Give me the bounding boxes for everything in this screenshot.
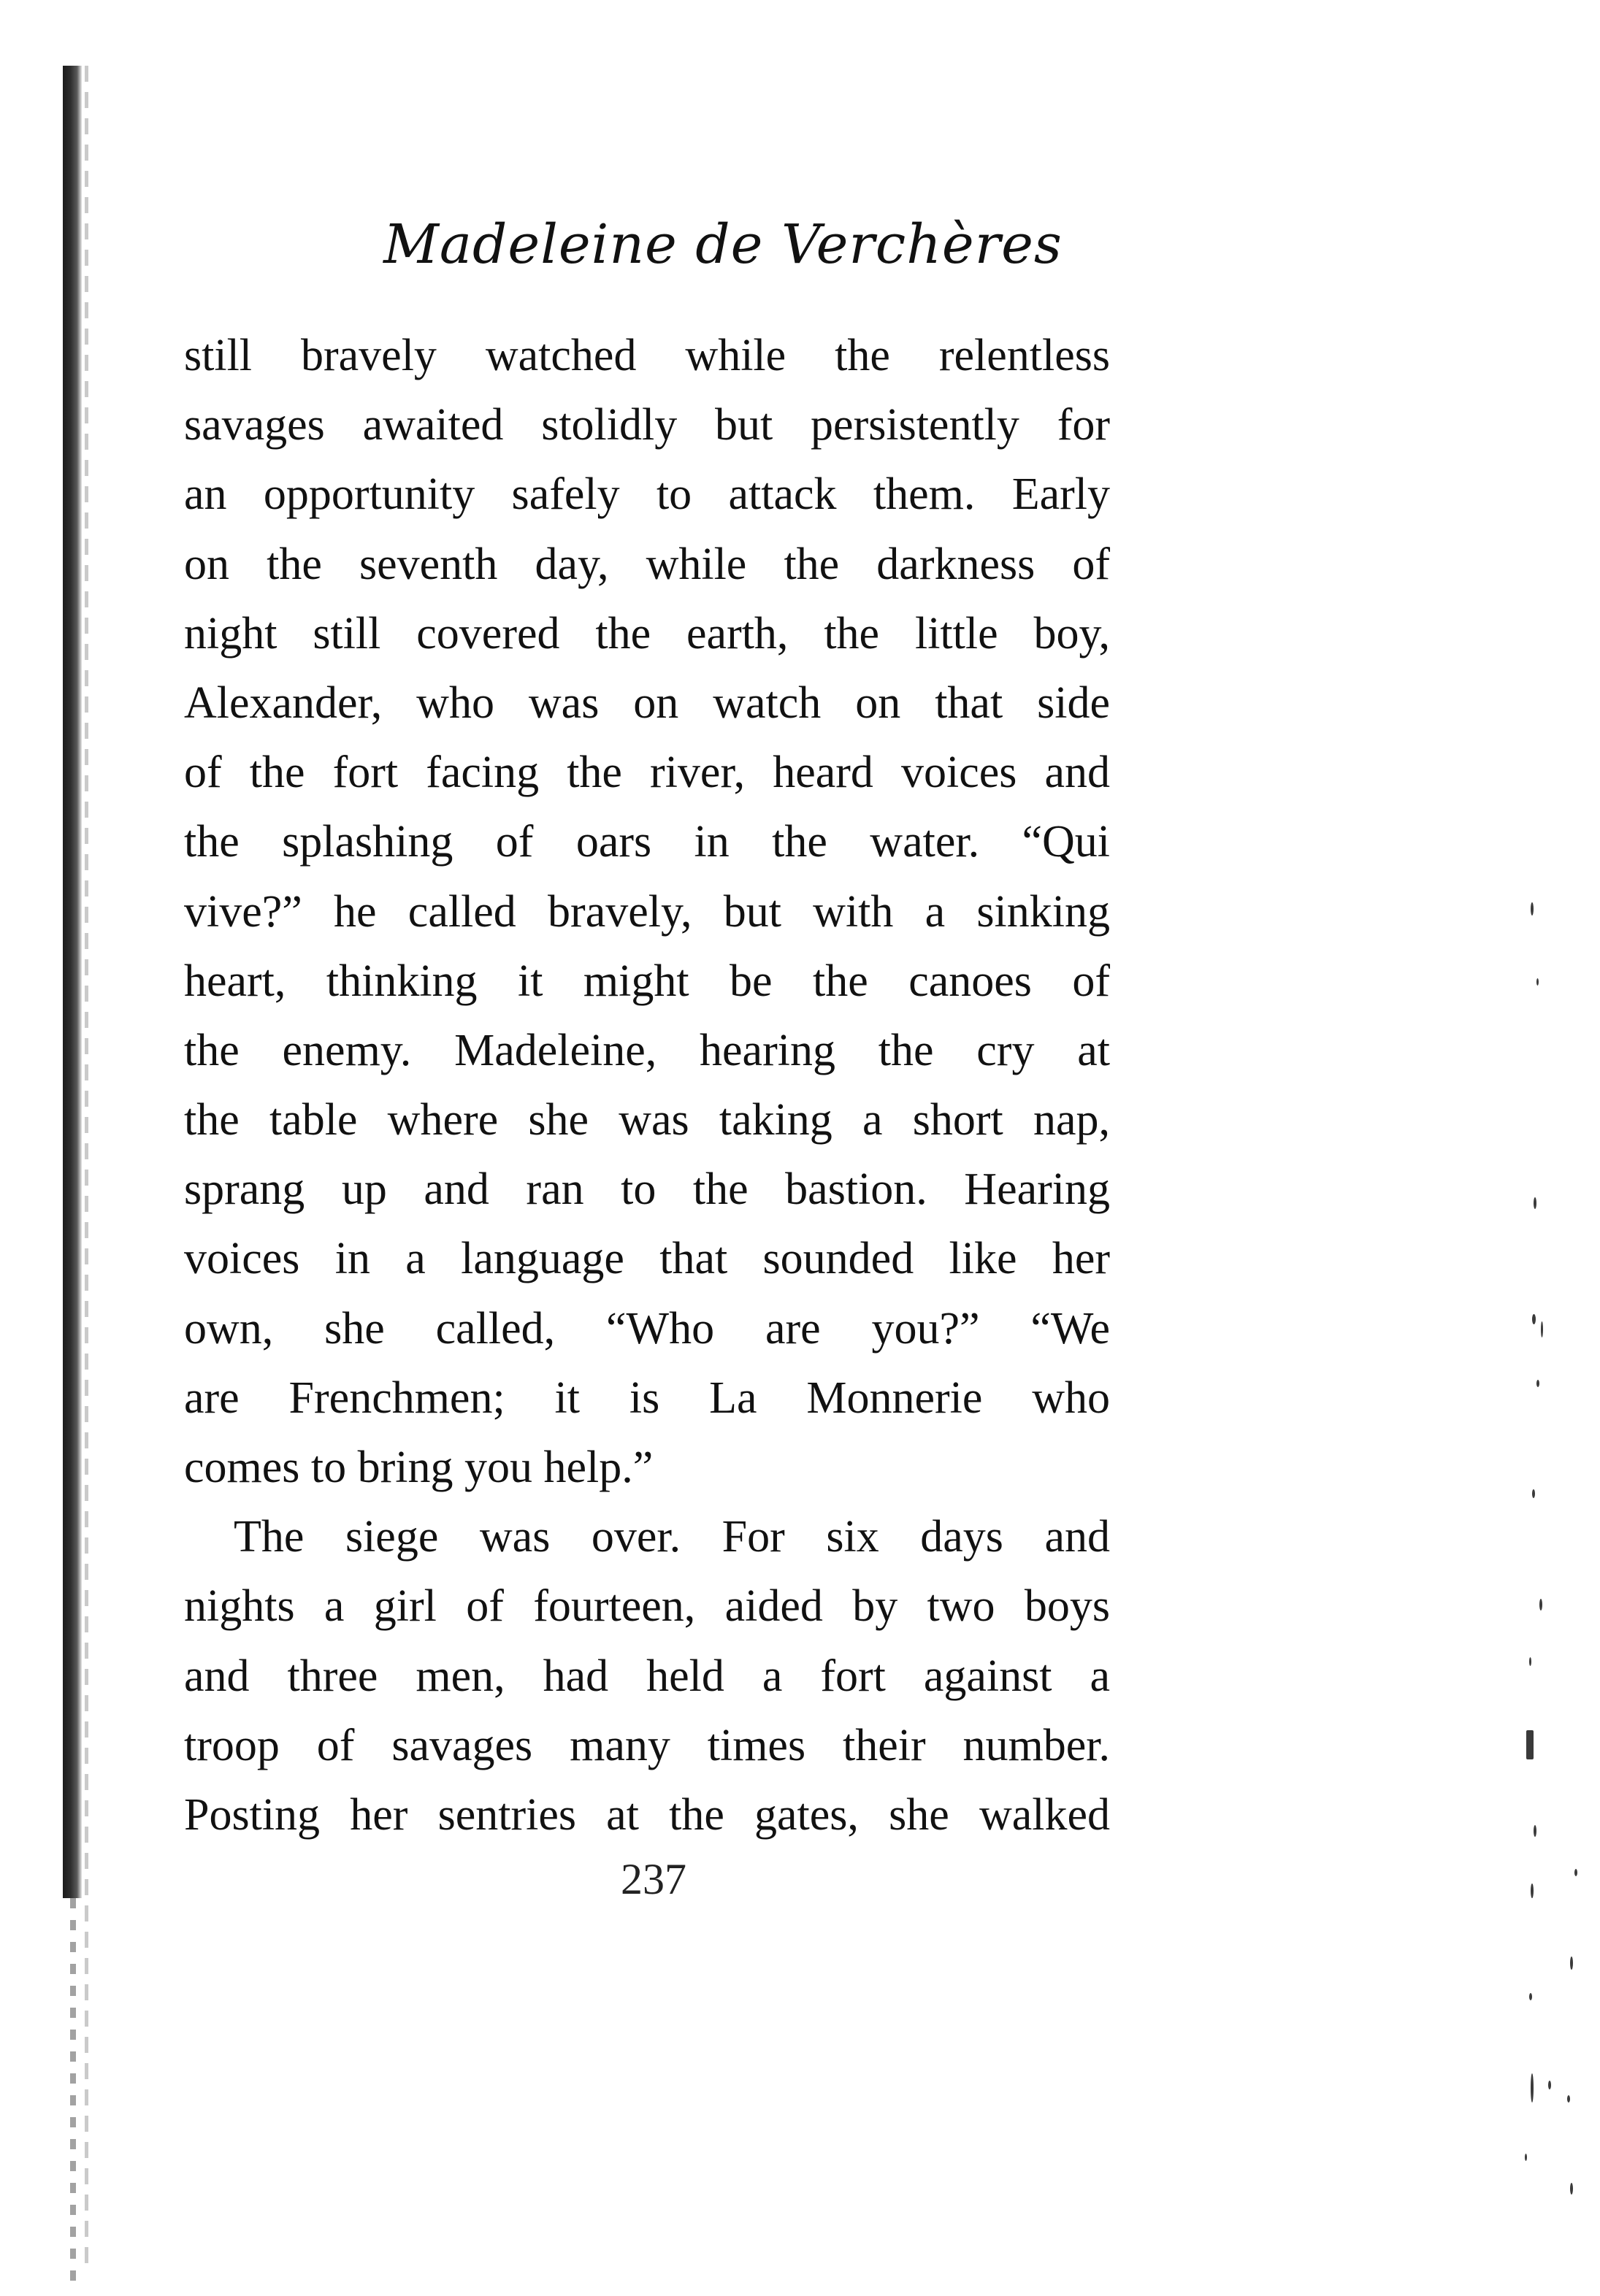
text-line: nights a girl of fourteen, aided by two boys bbox=[184, 1581, 1110, 1632]
scan-speck bbox=[1567, 2095, 1570, 2103]
scan-speck bbox=[1531, 2073, 1534, 2103]
scan-speck bbox=[1574, 1869, 1577, 1876]
text-line: The siege was over. For six days and bbox=[234, 1512, 1110, 1562]
text-line: and three men, had held a fort against a bbox=[184, 1651, 1110, 1701]
text-line: own, she called, “Who are you?” “We bbox=[184, 1303, 1110, 1354]
scan-speck bbox=[1536, 1380, 1539, 1387]
scan-speck bbox=[1570, 1957, 1573, 1970]
text-line: voices in a language that sounded like her bbox=[184, 1234, 1110, 1284]
scan-speck bbox=[1526, 1730, 1534, 1759]
text-line: of the fort facing the river, heard voices and bbox=[184, 748, 1110, 798]
text-line: heart, thinking it might be the canoes of bbox=[184, 956, 1110, 1006]
binding-edge-fade bbox=[70, 1898, 76, 2292]
text-line: the enemy. Madeleine, hearing the cry at bbox=[184, 1025, 1110, 1075]
scan-speck bbox=[1570, 2183, 1573, 2195]
scan-speck bbox=[1532, 1489, 1535, 1498]
scan-speck bbox=[1531, 902, 1534, 915]
text-line: Alexander, who was on watch on that side bbox=[184, 677, 1110, 728]
text-line: troop of savages many times their number. bbox=[184, 1720, 1110, 1770]
page-number: 237 bbox=[621, 1855, 686, 1903]
scan-speck bbox=[1541, 1321, 1543, 1337]
text-line: are Frenchmen; it is La Monnerie who bbox=[184, 1372, 1110, 1423]
scan-speck bbox=[1534, 1825, 1536, 1837]
text-line: savages awaited stolidly but persistently for bbox=[184, 400, 1110, 450]
binding-edge bbox=[63, 66, 82, 1898]
text-line: the splashing of oars in the water. “Qui bbox=[184, 817, 1110, 867]
text-line: still bravely watched while the relentless bbox=[184, 331, 1110, 380]
text-line: on the seventh day, while the darkness of bbox=[184, 539, 1110, 589]
scan-speck bbox=[1534, 1197, 1536, 1209]
scan-speck bbox=[1536, 978, 1539, 986]
scan-speck bbox=[1529, 1657, 1531, 1666]
scan-speck bbox=[1539, 1599, 1542, 1610]
scan-speck bbox=[1532, 1314, 1536, 1324]
text-line: comes to bring you help.” bbox=[184, 1443, 654, 1492]
text-line: vive?” he called bravely, but with a sinking bbox=[184, 886, 1110, 937]
scan-speck bbox=[1548, 2081, 1551, 2089]
binding-shadow bbox=[85, 66, 88, 2270]
scan-speck bbox=[1525, 2154, 1527, 2161]
scan-speck bbox=[1531, 1884, 1534, 1898]
running-head: Madeleine de Verchères bbox=[383, 213, 1063, 276]
text-line: Posting her sentries at the gates, she walked bbox=[184, 1789, 1110, 1840]
body-text bbox=[184, 321, 1110, 1850]
text-line: sprang up and ran to the bastion. Hearing bbox=[184, 1164, 1110, 1215]
text-line: night still covered the earth, the little boy, bbox=[184, 608, 1110, 659]
text-line: the table where she was taking a short nap, bbox=[184, 1095, 1110, 1145]
scan-speck bbox=[1529, 1993, 1532, 2000]
text-line: an opportunity safely to attack them. Early bbox=[184, 469, 1110, 520]
